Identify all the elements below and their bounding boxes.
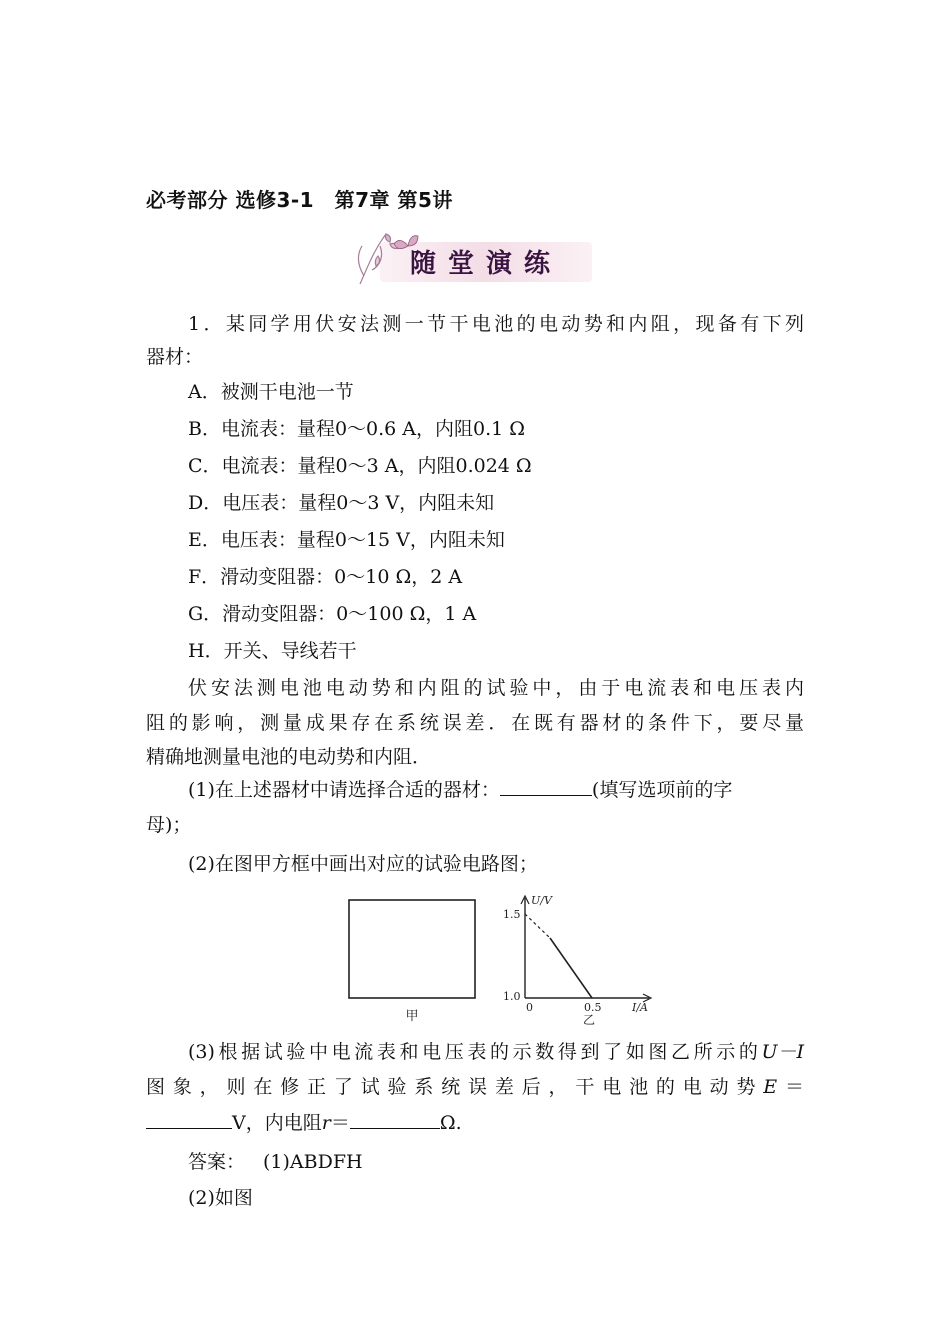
- subquestion-3-line2: [146, 1072, 804, 1102]
- option-a: A．被测干电池一节: [188, 381, 354, 403]
- figures-area: [335, 890, 665, 1030]
- x-axis-label: I/A: [632, 1001, 648, 1014]
- page-header: 必考部分 选修3-1 第7章 第5讲: [146, 188, 453, 212]
- resistance-symbol: r: [321, 1112, 331, 1134]
- option-h: H．开关、导线若干: [188, 640, 357, 662]
- answer-2: (2)如图: [188, 1187, 253, 1209]
- answer-blank-1: [500, 775, 592, 796]
- ui-symbol: U－I: [761, 1041, 804, 1063]
- subquestion-1: [188, 775, 732, 805]
- subquestion-1-hint: (填写选项前的字: [591, 779, 733, 801]
- option-d: D．电压表：量程0～3 V，内阻未知: [188, 492, 495, 514]
- answer-blank-resistance: [350, 1108, 440, 1129]
- subquestion-1-text: (1)在上述器材中请选择合适的器材：: [188, 779, 500, 801]
- answer-label: 答案：: [188, 1151, 246, 1173]
- graph-label: 乙: [582, 1013, 596, 1027]
- paragraph-line2: 阻的影响，测量成果存在系统误差．在既有器材的条件下，要尽量: [146, 712, 804, 734]
- option-f: F．滑动变阻器：0～10 Ω，2 A: [188, 566, 463, 588]
- subquestion-3-text-2: 图象，则在修正了试验系统误差后，干电池的电动势: [146, 1076, 764, 1098]
- emf-symbol: E: [763, 1076, 778, 1098]
- subquestion-3-line1: [188, 1037, 804, 1067]
- subquestion-1-continued: 母)；: [146, 814, 192, 836]
- option-e: E．电压表：量程0～15 V，内阻未知: [188, 529, 505, 551]
- practice-banner: [350, 226, 600, 288]
- answer-1: (1)ABDFH: [263, 1151, 363, 1173]
- option-c: C．电流表：量程0～3 A，内阻0.024 Ω: [188, 455, 532, 477]
- option-b: B．电流表：量程0～0.6 A，内阻0.1 Ω: [188, 418, 526, 440]
- y-tick-1-0: 1.0: [503, 990, 521, 1003]
- ohm-unit: Ω.: [439, 1112, 462, 1134]
- banner-title: 随堂演练: [409, 249, 563, 279]
- x-tick-0-5: 0.5: [584, 1001, 602, 1014]
- question-stem-line2: 器材：: [146, 346, 204, 368]
- subquestion-3-line3: [146, 1108, 462, 1138]
- answer-line-1: [188, 1147, 363, 1177]
- figure-svg: [335, 890, 665, 1030]
- circuit-answer-box: [349, 900, 475, 998]
- equals-sign-1: ＝: [777, 1076, 804, 1098]
- y-axis-label: U/V: [531, 894, 552, 907]
- paragraph-line1: 伏安法测电池电动势和内阻的试验中，由于电流表和电压表内: [188, 677, 804, 699]
- subquestion-3-text: (3)根据试验中电流表和电压表的示数得到了如图乙所示的: [188, 1041, 762, 1063]
- option-g: G．滑动变阻器：0～100 Ω，1 A: [188, 603, 477, 625]
- box-label: 甲: [405, 1009, 419, 1024]
- y-tick-1-5: 1.5: [503, 908, 521, 921]
- ui-data-line: [550, 938, 592, 998]
- paragraph-line3: 精确地测量电池的电动势和内阻．: [146, 746, 432, 768]
- x-tick-0: 0: [526, 1001, 533, 1014]
- banner-graphic: [350, 226, 600, 288]
- subquestion-3-text-3: V，内电阻: [232, 1112, 322, 1134]
- question-stem-line1: 1．某同学用伏安法测一节干电池的电动势和内阻，现备有下列: [188, 313, 804, 335]
- subquestion-2: (2)在图甲方框中画出对应的试验电路图；: [188, 853, 538, 875]
- extrapolated-line: [525, 914, 550, 938]
- answer-blank-emf: [146, 1108, 232, 1129]
- equals-sign-2: ＝: [330, 1112, 350, 1134]
